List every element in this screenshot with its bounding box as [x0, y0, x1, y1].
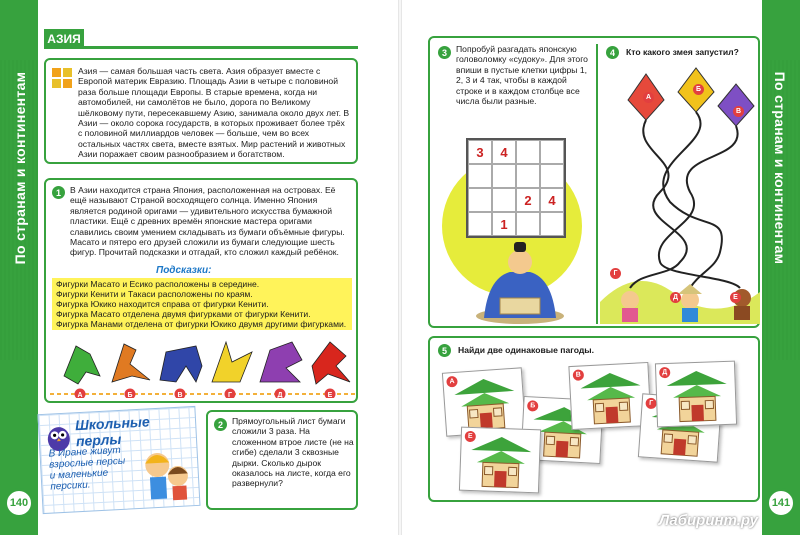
pearls-note	[37, 406, 200, 514]
origami-figure	[312, 342, 350, 384]
origami-label: А	[77, 392, 83, 398]
pagoda-label: В	[573, 369, 585, 381]
kid-label-g: Г	[610, 268, 621, 279]
origami-label: Е	[327, 392, 333, 398]
task2-number: 2	[214, 418, 227, 431]
pagoda-label: А	[446, 376, 458, 388]
side-title-right: По странам и континентам	[772, 71, 788, 265]
task5-text: Найди две одинаковые пагоды.	[458, 345, 595, 355]
task1-panel	[44, 178, 358, 403]
kite-maze[interactable]	[600, 62, 760, 324]
asia-logo-icon	[52, 68, 72, 88]
kite-label-v: В	[733, 106, 744, 117]
watermark: Лабиринт.ру	[658, 512, 758, 529]
task1-text: В Азии находится страна Япония, расположенная на островах. Её ещё называют Страной восходящего солнца. Именно Япония является родиной оригами — удивительного искусства бумажной пластики. Ещё с древних времён японские мастера оригами славились своим умением складывать из бумаги объёмные фигуры. Масато и пятеро его друзей сложили из бумаги следующие шесть фигур. Прочитай подсказки и отгадай, кто сложил каждый ребёнок.	[70, 185, 345, 258]
origami-figure	[212, 342, 252, 382]
task4-text: Кто какого змея запустил?	[626, 47, 739, 57]
hint-4: Фигурка Масато отделена двумя фигурками от фигурки Кенити.	[56, 309, 311, 319]
origami-figure	[260, 342, 302, 382]
sudoku-cell[interactable]: 4	[540, 188, 564, 212]
task1-number: 1	[52, 186, 65, 199]
section-title: АЗИЯ	[44, 29, 84, 49]
hint-5: Фигурка Манами отделена от фигурки Юкико двумя другими фигурками.	[56, 319, 347, 329]
hint-2: Фигурки Кенити и Такаси расположены по краям.	[56, 289, 253, 299]
pearls-title: Школьные перлы	[74, 413, 151, 450]
task2-panel	[206, 410, 358, 510]
pagoda-label: Д	[659, 367, 670, 378]
origami-label: Г	[228, 392, 232, 398]
origami-label: В	[177, 392, 183, 398]
pagoda-label: Г	[645, 398, 657, 410]
task4-number: 4	[606, 46, 619, 59]
sudoku-cell[interactable]	[468, 164, 492, 188]
hints-box	[52, 278, 352, 330]
sudoku-cell[interactable]	[516, 164, 540, 188]
sudoku-cell[interactable]	[540, 140, 564, 164]
sudoku-cell[interactable]: 4	[492, 140, 516, 164]
origami-label: Б	[127, 392, 133, 398]
kite-label-b: Б	[693, 84, 704, 95]
intro-panel	[44, 58, 358, 164]
task5-panel	[428, 336, 760, 502]
sudoku-cell[interactable]	[492, 164, 516, 188]
origami-figure	[112, 344, 150, 382]
pearls-text: В Иране живут взрослые персы и маленькие персики.	[48, 444, 126, 493]
origami-figures	[50, 336, 356, 398]
origami-figure	[160, 346, 202, 382]
pagoda-card[interactable]	[459, 427, 541, 494]
task34-panel	[428, 36, 760, 328]
kite-label-a: А	[643, 92, 654, 103]
japanese-man-illustration	[470, 238, 570, 324]
task34-divider	[596, 44, 598, 324]
task5-number: 5	[438, 344, 451, 357]
kid-label-d: Д	[670, 292, 681, 303]
hint-1: Фигурки Масато и Есико расположены в середине.	[56, 279, 260, 289]
section-rule	[44, 46, 358, 49]
pagoda-label: Е	[465, 431, 476, 442]
pagoda-card[interactable]	[442, 367, 526, 436]
sudoku-cell[interactable]: 3	[468, 140, 492, 164]
pagoda-card[interactable]	[655, 361, 737, 428]
sudoku-cell[interactable]	[516, 212, 540, 236]
origami-figure	[64, 346, 100, 384]
kids-icon	[140, 445, 193, 504]
side-title-left: По странам и континентам	[12, 71, 28, 265]
book-spine	[398, 0, 402, 535]
sudoku-grid[interactable]	[466, 138, 566, 238]
sudoku-cell[interactable]	[468, 212, 492, 236]
sudoku-cell[interactable]: 1	[492, 212, 516, 236]
task3-text: Попробуй разгадать японскую головоломку «судоку». Для этого впиши в пустые клетки цифры 1, 2, 3 и 4 так, чтобы в каждой строке и в каждом столбце все числа были разные.	[456, 44, 588, 107]
sudoku-cell[interactable]	[516, 140, 540, 164]
sudoku-cell[interactable]	[540, 164, 564, 188]
sudoku-cell[interactable]	[468, 188, 492, 212]
kid-label-e: Е	[730, 292, 741, 303]
page-number-left: 140	[4, 488, 34, 518]
sudoku-cell[interactable]	[540, 212, 564, 236]
page-number-right: 141	[766, 488, 796, 518]
hints-title: Подсказки:	[156, 265, 212, 276]
sudoku-cell[interactable]	[492, 188, 516, 212]
sudoku-cell[interactable]: 2	[516, 188, 540, 212]
origami-label: Д	[277, 392, 283, 398]
intro-text: Азия — самая большая часть света. Азия образует вместе с Европой материк Евразию. Площадь Азии в четыре с половиной раза больше площади Европы. В старые времена, когда ни автомобилей, ни самолётов не было, дорога по Великому шёлковому пути, пересекавшему Азию, занимала около двух лет. В Азии — около сорока государств, в которых проживает более трёх с половиной миллиардов человек — больше, чем во всех остальных частях света, вместе взятых. Мир растений и животных Азии поражает своим разнообразием и богатством.	[78, 66, 350, 160]
task2-text: Прямоугольный лист бумаги сложили 3 раза. На сложенном втрое листе (не на сгибе) сделали 3 сквозные дырки. Сколько дырок оказалось на листе, когда его развернули?	[232, 416, 354, 489]
pagoda-label: Б	[527, 400, 539, 412]
pagoda-card[interactable]	[568, 362, 651, 430]
task3-number: 3	[438, 46, 451, 59]
hint-3: Фигурка Юкико находится справа от фигурки Кенити.	[56, 299, 269, 309]
